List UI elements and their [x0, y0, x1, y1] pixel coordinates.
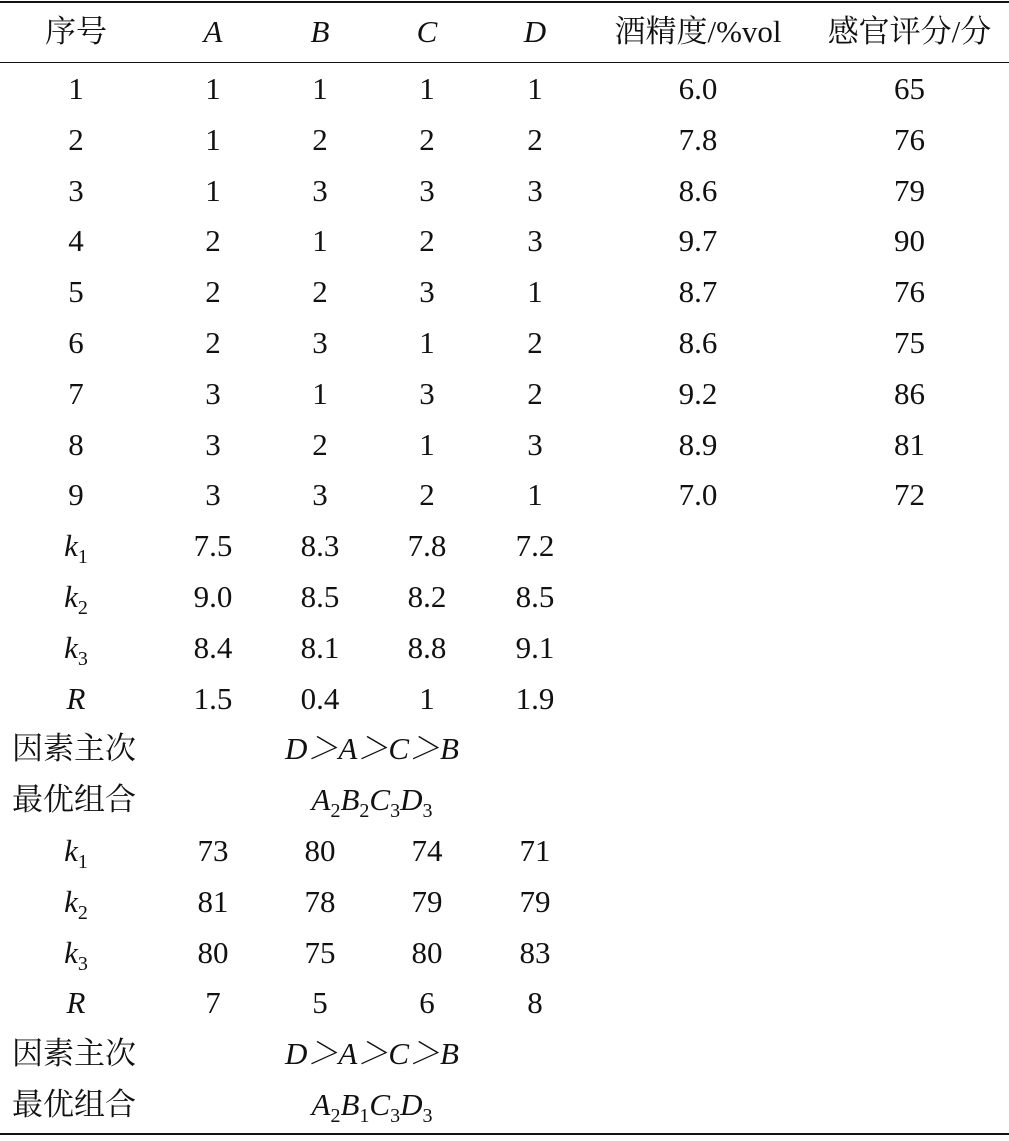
factor-b-cell: 5 [312, 985, 328, 1021]
seq-cell: 8 [68, 426, 84, 462]
factor-a-cell: 7.5 [193, 528, 233, 564]
factor-a-cell: 3 [205, 426, 221, 462]
combo-factor: B [340, 782, 360, 818]
combo-factor: C [369, 782, 391, 818]
factor-a-cell: 81 [197, 883, 229, 919]
k-label [0, 623, 152, 673]
factor-b-cell: 3 [312, 325, 328, 360]
alcohol-cell: 8.7 [678, 274, 718, 310]
factor-d-cell: 1 [527, 274, 543, 310]
factor-c-cell: 7.8 [407, 528, 447, 564]
k-var: k [64, 934, 78, 970]
combo-factor: C [369, 1087, 391, 1122]
k-var: k [64, 833, 78, 868]
factor-a-cell: 3 [205, 477, 221, 513]
sensory-cell: 86 [894, 375, 925, 411]
alcohol-cell: 7.8 [678, 121, 718, 157]
k-subscript: 2 [77, 597, 88, 619]
k-subscript: 1 [77, 851, 88, 873]
factor-c-cell: 1 [419, 71, 435, 106]
factor-c-cell: 80 [411, 934, 443, 970]
combo-factor: D [400, 782, 423, 818]
seq-cell: 7 [68, 375, 84, 411]
header-factor-d: D [523, 14, 547, 49]
factor-a-cell: 1 [205, 172, 221, 208]
sensory-cell: 65 [894, 71, 925, 106]
combo-factor: B [340, 1087, 360, 1122]
alcohol-cell: 7.0 [678, 477, 718, 513]
k-var: R [66, 680, 86, 716]
best-combination-label: 最优组合 [12, 782, 136, 818]
k-var: k [64, 579, 78, 614]
factor-d-cell: 1.9 [515, 680, 555, 716]
bottom-rule [0, 1133, 1009, 1135]
factor-b-cell: 78 [304, 883, 336, 919]
header-factor-c: C [416, 14, 438, 49]
k-subscript: 3 [77, 647, 88, 670]
factor-b-cell: 1 [312, 375, 328, 411]
alcohol-cell: 6.0 [678, 71, 718, 106]
best-combination [152, 775, 592, 825]
factor-a-cell: 8.4 [193, 629, 233, 665]
seq-cell: 3 [68, 172, 84, 208]
factor-b-cell: 8.1 [300, 629, 340, 665]
factor-d-cell: 1 [527, 71, 543, 106]
seq-cell: 9 [68, 477, 84, 513]
factor-d-cell: 79 [519, 883, 551, 919]
factor-d-cell: 2 [527, 375, 543, 411]
factor-d-cell: 7.2 [515, 528, 555, 564]
factor-a-cell: 2 [205, 325, 221, 360]
factor-a-cell: 1 [205, 71, 221, 106]
combo-factor: A [311, 1087, 331, 1122]
factor-c-cell: 6 [419, 985, 435, 1021]
factor-b-cell: 8.3 [300, 528, 340, 564]
seq-cell: 4 [68, 223, 84, 259]
factor-d-cell: 2 [527, 121, 543, 157]
k-var: k [64, 528, 78, 564]
factor-b-cell: 2 [312, 121, 328, 157]
factor-order-label: 因素主次 [12, 731, 136, 767]
alcohol-cell: 9.7 [678, 223, 718, 259]
factor-a-cell: 1 [205, 121, 221, 157]
header-alcohol: 酒精度/%vol [614, 14, 782, 49]
factor-c-cell: 8.8 [407, 629, 447, 665]
factor-d-cell: 9.1 [515, 629, 555, 665]
factor-a-cell: 1.5 [193, 680, 233, 716]
factor-d-cell: 3 [527, 223, 543, 259]
sensory-cell: 81 [894, 426, 925, 462]
k-label [0, 978, 152, 1028]
factor-a-cell: 7 [205, 985, 221, 1021]
factor-a-cell: 9.0 [193, 579, 233, 614]
factor-order-label: 因素主次 [12, 1036, 136, 1072]
seq-cell: 2 [68, 121, 84, 157]
header-rule [0, 62, 1009, 63]
combo-factor: D [400, 1087, 423, 1122]
factor-c-cell: 1 [419, 325, 435, 360]
combo-level: 1 [359, 1105, 370, 1127]
sensory-cell: 76 [894, 121, 925, 157]
factor-b-cell: 80 [304, 833, 336, 868]
k-label [0, 674, 152, 724]
k-subscript: 3 [77, 952, 88, 975]
factor-b-cell: 3 [312, 172, 328, 208]
k-var: k [64, 629, 78, 665]
combo-level: 3 [422, 800, 433, 823]
factor-a-cell: 73 [197, 833, 229, 868]
k-label [0, 521, 152, 571]
factor-d-cell: 3 [527, 426, 543, 462]
header-factor-a: A [203, 14, 223, 49]
factor-b-cell: 1 [312, 223, 328, 259]
combo-level: 2 [330, 1105, 341, 1127]
factor-a-cell: 2 [205, 223, 221, 259]
factor-d-cell: 71 [519, 833, 551, 868]
factor-c-cell: 8.2 [407, 579, 447, 614]
sensory-cell: 76 [894, 274, 925, 310]
factor-c-cell: 2 [419, 223, 435, 259]
sensory-cell: 90 [894, 223, 925, 259]
combo-factor: A [311, 782, 331, 818]
seq-cell: 1 [68, 71, 84, 106]
factor-a-cell: 2 [205, 274, 221, 310]
k-label [0, 572, 152, 622]
factor-a-cell: 3 [205, 375, 221, 411]
k-label [0, 826, 152, 876]
alcohol-cell: 8.9 [678, 426, 718, 462]
sensory-cell: 72 [894, 477, 925, 513]
best-combination-label: 最优组合 [12, 1087, 136, 1122]
k-var: R [66, 985, 86, 1021]
factor-b-cell: 1 [312, 71, 328, 106]
combo-level: 2 [330, 800, 341, 823]
factor-c-cell: 79 [411, 883, 443, 919]
seq-cell: 6 [68, 325, 84, 360]
alcohol-cell: 8.6 [678, 325, 718, 360]
factor-c-cell: 2 [419, 477, 435, 513]
k-subscript: 2 [77, 901, 88, 924]
combo-level: 2 [359, 800, 370, 823]
combo-level: 3 [390, 800, 401, 823]
factor-order-value: D＞A＞C＞B [285, 1036, 459, 1072]
factor-d-cell: 2 [527, 325, 543, 360]
factor-b-cell: 75 [304, 934, 336, 970]
factor-a-cell: 80 [197, 934, 229, 970]
factor-d-cell: 8.5 [515, 579, 555, 614]
alcohol-cell: 9.2 [678, 375, 718, 411]
factor-c-cell: 2 [419, 121, 435, 157]
factor-c-cell: 1 [419, 426, 435, 462]
alcohol-cell: 8.6 [678, 172, 718, 208]
factor-d-cell: 8 [527, 985, 543, 1021]
top-rule [0, 1, 1009, 3]
factor-b-cell: 2 [312, 274, 328, 310]
factor-b-cell: 8.5 [300, 579, 340, 614]
factor-c-cell: 3 [419, 172, 435, 208]
factor-order-value: D＞A＞C＞B [285, 731, 459, 767]
best-combination [152, 1080, 592, 1130]
factor-c-cell: 3 [419, 274, 435, 310]
factor-d-cell: 83 [519, 934, 551, 970]
k-label [0, 877, 152, 927]
k-label [0, 928, 152, 978]
header-factor-b: B [310, 14, 330, 49]
factor-b-cell: 2 [312, 426, 328, 462]
factor-d-cell: 3 [527, 172, 543, 208]
seq-cell: 5 [68, 274, 84, 310]
combo-level: 3 [390, 1105, 401, 1127]
k-subscript: 1 [77, 546, 88, 569]
factor-b-cell: 0.4 [300, 680, 340, 716]
factor-c-cell: 74 [411, 833, 443, 868]
header-seq: 序号 [45, 14, 107, 49]
factor-c-cell: 3 [419, 375, 435, 411]
header-sensory: 感官评分/分 [827, 14, 992, 49]
sensory-cell: 75 [894, 325, 925, 360]
factor-b-cell: 3 [312, 477, 328, 513]
k-var: k [64, 883, 78, 919]
factor-d-cell: 1 [527, 477, 543, 513]
sensory-cell: 79 [894, 172, 925, 208]
combo-level: 3 [422, 1105, 433, 1127]
factor-c-cell: 1 [419, 680, 435, 716]
